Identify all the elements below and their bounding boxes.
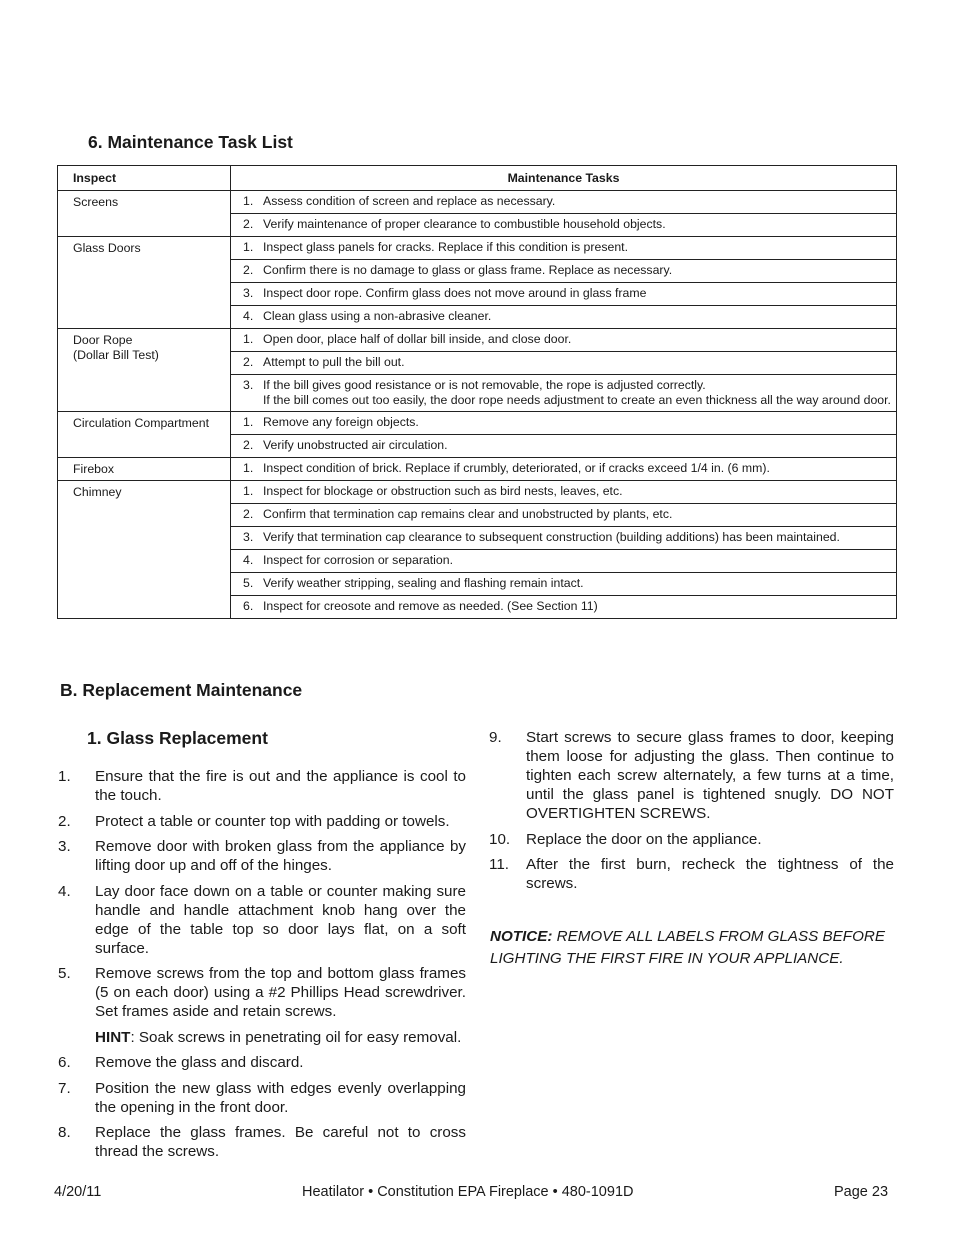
task-cell xyxy=(231,504,897,527)
task-number: 3. xyxy=(243,286,254,300)
notice-text: REMOVE ALL LABELS FROM GLASS BEFORE xyxy=(552,928,885,945)
list-item xyxy=(58,1123,466,1161)
inspect-label: Screens xyxy=(73,195,119,209)
task-cell xyxy=(231,527,897,550)
task-text: Assess condition of screen and replace as necessary. xyxy=(263,194,556,208)
table-row xyxy=(58,412,897,435)
task-text: Inspect glass panels for cracks. Replace if this condition is present. xyxy=(263,240,628,254)
maintenance-task-table xyxy=(57,165,897,619)
table-header-row xyxy=(58,166,897,191)
list-item xyxy=(58,1053,466,1072)
task-text: Inspect door rope. Confirm glass does not move around in glass frame xyxy=(263,286,647,300)
step-number: 2. xyxy=(58,812,71,830)
col-header-inspect: Inspect xyxy=(58,166,231,191)
step-text: Replace the glass frames. Be careful not to cross thread the screws. xyxy=(95,1124,466,1160)
footer-document-title: Heatilator • Constitution EPA Fireplace • 480-1091D xyxy=(302,1184,634,1200)
list-item xyxy=(489,855,894,893)
task-cell xyxy=(231,191,897,214)
task-text: Open door, place half of dollar bill inside, and close door. xyxy=(263,332,572,346)
notice-label: NOTICE: xyxy=(490,928,553,945)
step-number: 5. xyxy=(58,965,71,982)
task-number: 1. xyxy=(243,461,254,475)
step-number: 8. xyxy=(58,1124,71,1141)
task-text-line2: If the bill comes out too easily, the door rope needs adjustment to create an even thickness all the way around door. xyxy=(263,393,891,407)
right-steps-column xyxy=(489,728,894,900)
task-text: Verify that termination cap clearance to subsequent construction (building additions) has been maintained. xyxy=(263,530,840,544)
task-number: 2. xyxy=(243,355,254,369)
task-text: Inspect for blockage or obstruction such as bird nests, leaves, etc. xyxy=(263,484,623,498)
step-text: After the first burn, recheck the tightness of the screws. xyxy=(526,856,894,892)
task-text: Verify maintenance of proper clearance to combustible household objects. xyxy=(263,217,666,231)
task-number: 2. xyxy=(243,507,254,521)
step-text: Remove the glass and discard. xyxy=(95,1054,304,1071)
inspect-cell xyxy=(58,481,231,619)
section-6-title: 6. Maintenance Task List xyxy=(88,132,293,152)
task-number: 1. xyxy=(243,415,254,429)
task-number: 4. xyxy=(243,553,254,567)
step-number: 9. xyxy=(489,729,502,746)
footer-page-number: Page 23 xyxy=(834,1184,889,1200)
task-number: 2. xyxy=(243,438,254,452)
inspect-cell xyxy=(58,329,231,412)
task-cell xyxy=(231,375,897,412)
list-item xyxy=(58,812,466,831)
step-number: 4. xyxy=(58,882,71,900)
list-item xyxy=(58,1079,466,1117)
table-row xyxy=(58,237,897,260)
task-cell xyxy=(231,306,897,329)
left-steps-column xyxy=(58,767,466,1168)
step-number: 7. xyxy=(58,1079,71,1097)
hint-text: : Soak screws in penetrating oil for easy removal. xyxy=(130,1028,462,1046)
inspect-cell xyxy=(58,412,231,458)
list-item xyxy=(489,728,894,823)
inspect-label: Chimney xyxy=(73,485,122,499)
hint-label: HINT xyxy=(95,1028,131,1046)
table-row xyxy=(58,329,897,352)
task-cell xyxy=(231,237,897,260)
task-cell xyxy=(231,260,897,283)
list-item xyxy=(58,882,466,958)
task-cell xyxy=(231,481,897,504)
task-cell xyxy=(231,573,897,596)
task-number: 2. xyxy=(243,217,254,231)
step-text: Protect a table or counter top with padding or towels. xyxy=(95,812,450,830)
task-number: 6. xyxy=(243,599,254,613)
step-text: Lay door face down on a table or counter making sure handle and handle attachment knob hang over the edge of the table top so door lays flat, on a soft surface. xyxy=(95,882,466,957)
section-b-title: B. Replacement Maintenance xyxy=(60,680,303,700)
inspect-label: Firebox xyxy=(73,462,115,476)
inspect-label: Glass Doors xyxy=(73,241,141,255)
task-text: Inspect for corrosion or separation. xyxy=(263,553,454,567)
inspect-cell xyxy=(58,458,231,481)
inspect-label: Door Rope xyxy=(73,333,133,347)
step-number: 3. xyxy=(58,838,71,855)
task-text: Remove any foreign objects. xyxy=(263,415,419,429)
hint-note xyxy=(58,1028,466,1047)
task-number: 1. xyxy=(243,240,254,254)
list-item xyxy=(58,964,466,1021)
table-row xyxy=(58,458,897,481)
task-cell xyxy=(231,550,897,573)
inspect-cell xyxy=(58,191,231,237)
task-cell xyxy=(231,283,897,306)
task-text: Inspect condition of brick. Replace if crumbly, deteriorated, or if cracks exceed 1/4 in. (6 mm). xyxy=(263,461,770,475)
table-row xyxy=(58,481,897,504)
step-text: Start screws to secure glass frames to door, keeping them loose for adjusting the glass. Then continue to tighten each screw alternately, a few turns at a time, until the glass panel is tightened snugly. DO NOT OVERTIGHTEN SCREWS. xyxy=(526,729,894,822)
task-text: Confirm that termination cap remains clear and unobstructed by plants, etc. xyxy=(263,507,673,521)
task-number: 4. xyxy=(243,309,254,323)
task-cell xyxy=(231,596,897,619)
step-number: 10. xyxy=(489,830,511,848)
notice-text-line2: LIGHTING THE FIRST FIRE IN YOUR APPLIANCE. xyxy=(490,950,844,967)
footer-date: 4/20/11 xyxy=(54,1184,102,1200)
step-number: 1. xyxy=(58,768,71,785)
step-text: Ensure that the fire is out and the appliance is cool to the touch. xyxy=(95,768,466,804)
task-cell xyxy=(231,329,897,352)
task-text: Confirm there is no damage to glass or glass frame. Replace as necessary. xyxy=(263,263,673,277)
inspect-cell xyxy=(58,237,231,329)
task-cell xyxy=(231,458,897,481)
task-number: 1. xyxy=(243,332,254,346)
task-number: 1. xyxy=(243,194,254,208)
inspect-label: Circulation Compartment xyxy=(73,416,209,430)
step-text: Position the new glass with edges evenly overlapping the opening in the front door. xyxy=(95,1079,466,1116)
notice-block xyxy=(490,926,910,970)
task-number: 3. xyxy=(243,378,254,392)
task-text: Verify weather stripping, sealing and flashing remain intact. xyxy=(263,576,584,590)
task-number: 2. xyxy=(243,263,254,277)
task-text: Inspect for creosote and remove as needed. (See Section 11) xyxy=(263,599,598,613)
task-number: 5. xyxy=(243,576,254,590)
step-text: Remove door with broken glass from the appliance by lifting door up and off of the hinges. xyxy=(95,838,466,874)
glass-replacement-title: 1. Glass Replacement xyxy=(87,728,268,748)
list-item xyxy=(58,837,466,875)
col-header-maintenance-tasks: Maintenance Tasks xyxy=(231,166,897,191)
task-cell xyxy=(231,214,897,237)
task-text: Attempt to pull the bill out. xyxy=(263,355,405,369)
task-number: 3. xyxy=(243,530,254,544)
task-cell xyxy=(231,435,897,458)
task-number: 1. xyxy=(243,484,254,498)
inspect-label: (Dollar Bill Test) xyxy=(73,348,159,362)
step-text: Remove screws from the top and bottom glass frames (5 on each door) using a #2 Phillips Head screwdriver. Set frames aside and retain screws. xyxy=(95,965,466,1020)
step-text: Replace the door on the appliance. xyxy=(526,830,762,848)
task-text: If the bill gives good resistance or is not removable, the rope is adjusted correctly. xyxy=(263,378,706,392)
task-text: Verify unobstructed air circulation. xyxy=(263,438,448,452)
table-row xyxy=(58,191,897,214)
step-number: 11. xyxy=(489,856,509,873)
list-item xyxy=(489,830,894,849)
list-item xyxy=(58,767,466,805)
task-text: Clean glass using a non-abrasive cleaner. xyxy=(263,309,492,323)
step-number: 6. xyxy=(58,1054,71,1071)
task-cell xyxy=(231,412,897,435)
task-cell xyxy=(231,352,897,375)
